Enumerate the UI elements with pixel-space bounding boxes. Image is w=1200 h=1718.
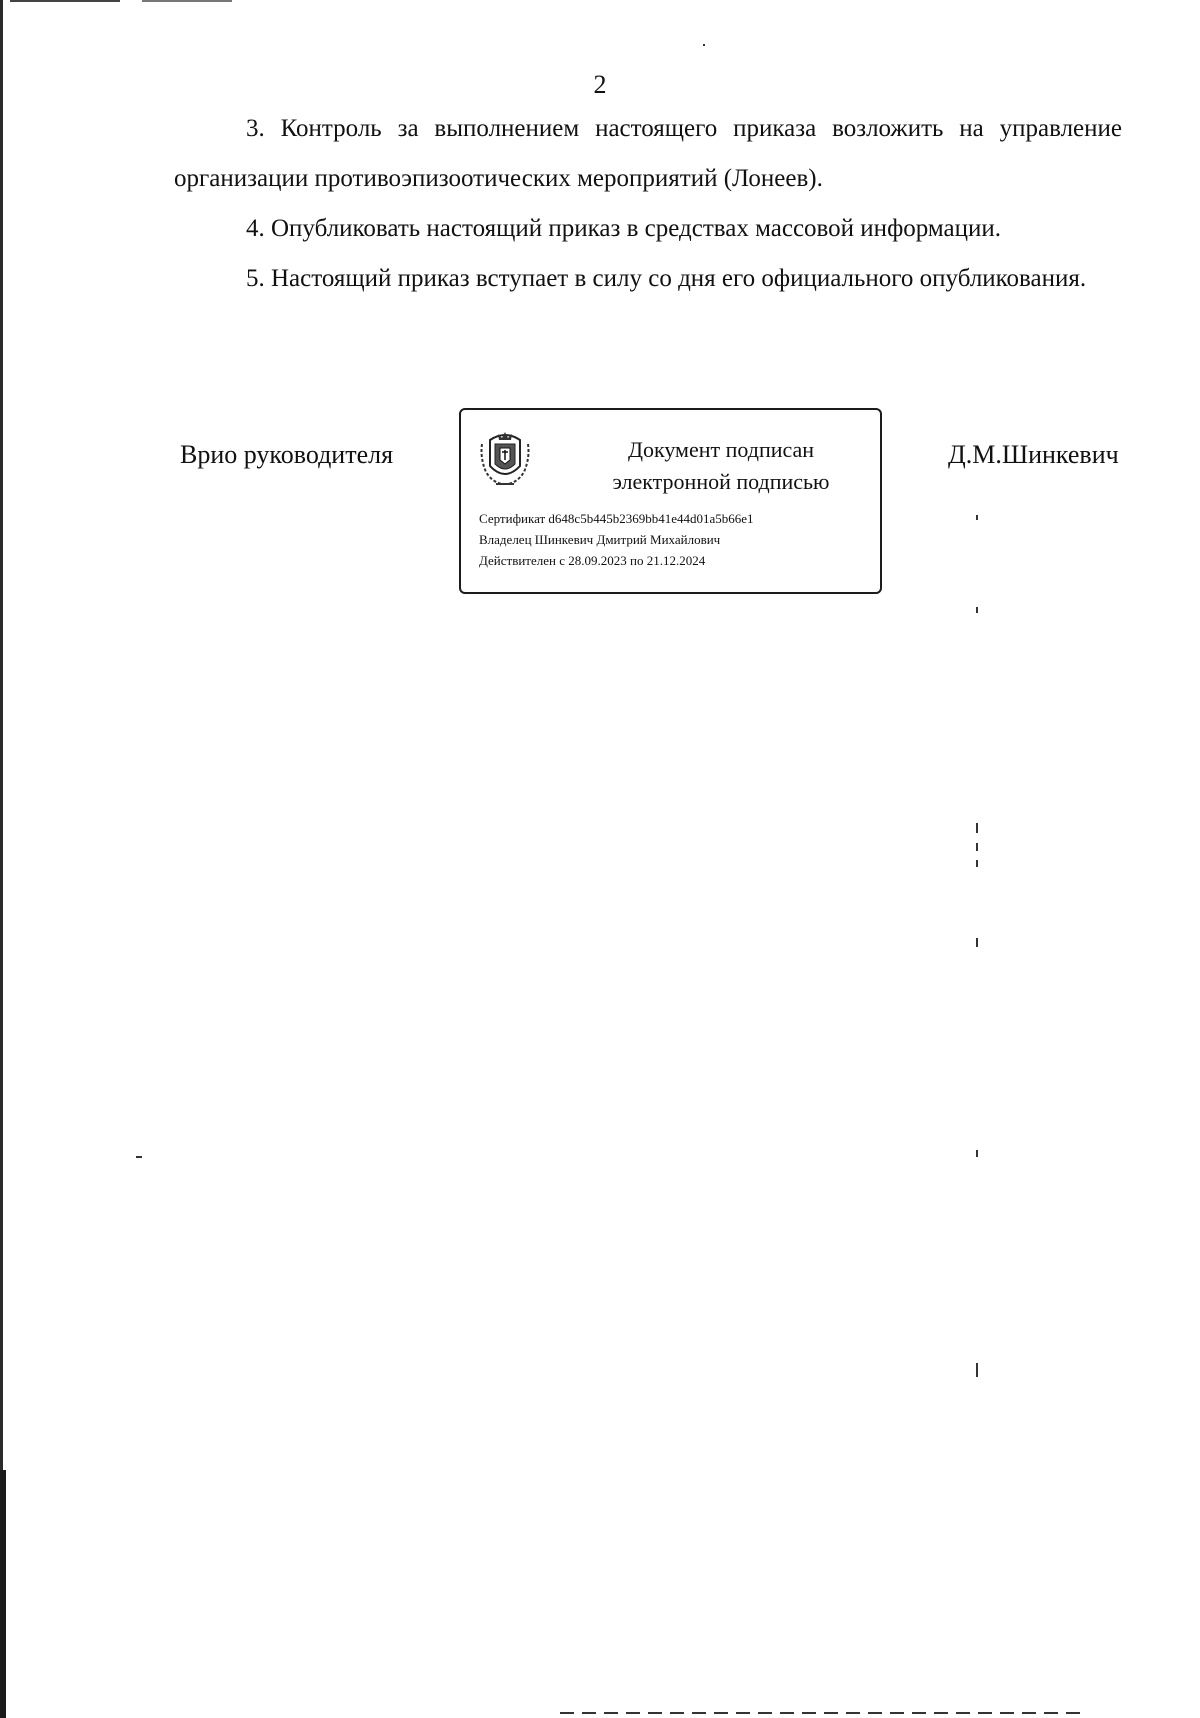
paragraph-number: 4. (246, 215, 265, 242)
paragraph-4 (174, 204, 1122, 254)
stamp-title (571, 434, 871, 498)
scan-speck (703, 44, 705, 46)
paragraph-number: 3. (246, 115, 265, 142)
electronic-signature-stamp (459, 408, 882, 594)
certificate-number: Сертификат d648c5b445b2369bb41e44d01a5b66e1 (479, 511, 754, 526)
coat-of-arms-icon (478, 426, 532, 488)
certificate-owner: Владелец Шинкевич Дмитрий Михайлович (479, 532, 721, 547)
stamp-details (479, 508, 754, 571)
paragraph-5 (174, 254, 1122, 304)
certificate-validity: Действителен с 28.09.2023 по 21.12.2024 (479, 553, 706, 568)
scan-speck (976, 1150, 978, 1157)
paragraph-text: Опубликовать настоящий приказ в средствах массовой информации. (271, 215, 1002, 242)
stamp-title-line: Документ подписан (627, 437, 815, 462)
stamp-title-line: электронной подписью (612, 469, 830, 494)
paragraph-number: 5. (246, 265, 265, 292)
scan-edge (0, 0, 3, 1718)
page-number: 2 (593, 70, 607, 99)
scan-edge-shadow (0, 1470, 6, 1718)
scan-artifact (142, 0, 232, 2)
scan-speck (976, 823, 978, 833)
signer-name: Д.М.Шинкевич (948, 440, 1119, 469)
scan-speck (976, 1363, 978, 1377)
scan-artifact (560, 1712, 1080, 1714)
scan-speck (976, 860, 978, 867)
scan-artifact (10, 0, 120, 2)
scan-speck (136, 1156, 142, 1158)
scan-speck (976, 515, 978, 520)
paragraph-text: Настоящий приказ вступает в силу со дня его официального опубликования. (271, 265, 1087, 292)
scan-speck (976, 843, 978, 851)
paragraph-3 (174, 104, 1122, 204)
signer-position: Врио руководителя (180, 440, 394, 469)
scan-speck (976, 938, 978, 947)
scan-speck (976, 607, 978, 613)
paragraph-text: Контроль за выполнением настоящего приказа возложить на управление организации противоэпизоотических мероприятий (Лонеев). (174, 115, 1122, 192)
